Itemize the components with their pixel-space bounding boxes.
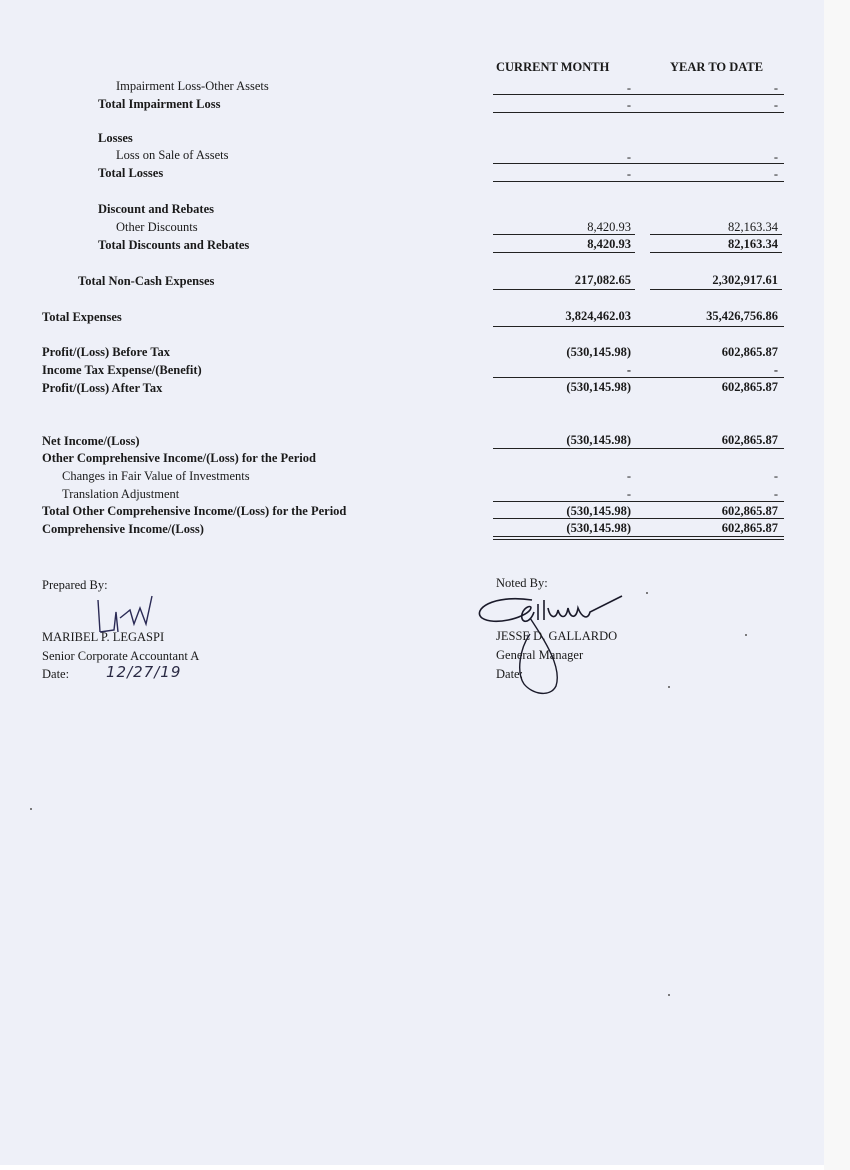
scan-speck <box>668 994 670 996</box>
noter-title: General Manager <box>496 648 584 662</box>
double-underline-bottom <box>493 539 784 540</box>
value-cm-total-impairment: - <box>626 98 631 112</box>
value-ytd-impairment-other: - <box>773 81 778 95</box>
row-label-changes-fair-value: Changes in Fair Value of Investments <box>62 469 250 483</box>
value-cm-net-income: (530,145.98) <box>566 433 631 447</box>
row-label-translation-adj: Translation Adjustment <box>62 487 180 501</box>
underline <box>493 326 784 327</box>
row-label-total-expenses: Total Expenses <box>42 310 122 324</box>
preparer-name: MARIBEL P. LEGASPI <box>42 630 165 644</box>
scan-speck <box>668 686 670 688</box>
value-ytd-profit-before-tax: 602,865.87 <box>721 345 778 359</box>
row-label-total-discounts: Total Discounts and Rebates <box>98 238 250 252</box>
preparer-title: Senior Corporate Accountant A <box>42 649 200 663</box>
prepared-date-handwritten: 12/27/19 <box>106 663 182 681</box>
value-cm-total-discounts: 8,420.93 <box>587 237 631 251</box>
scan-speck <box>646 592 648 594</box>
row-label-total-noncash: Total Non-Cash Expenses <box>78 274 215 288</box>
underline <box>493 448 784 449</box>
value-ytd-total-noncash: 2,302,917.61 <box>712 273 778 287</box>
value-cm-profit-after-tax: (530,145.98) <box>566 380 631 394</box>
underline <box>493 163 784 164</box>
value-cm-total-losses: - <box>626 167 631 181</box>
underline <box>493 377 784 378</box>
underline <box>493 289 635 290</box>
underline <box>493 181 784 182</box>
section-label-oci-period: Other Comprehensive Income/(Loss) for the Period <box>42 451 316 465</box>
value-cm-income-tax: - <box>626 363 631 377</box>
value-ytd-profit-after-tax: 602,865.87 <box>721 380 778 394</box>
row-label-income-tax: Income Tax Expense/(Benefit) <box>42 363 202 377</box>
value-ytd-total-expenses: 35,426,756.86 <box>706 309 778 323</box>
section-label-discount-rebates: Discount and Rebates <box>98 202 214 216</box>
row-label-other-discounts: Other Discounts <box>116 220 198 234</box>
value-ytd-income-tax: - <box>773 363 778 377</box>
double-underline-top <box>493 536 784 537</box>
value-cm-comprehensive-income: (530,145.98) <box>566 521 631 535</box>
value-ytd-total-oci: 602,865.87 <box>721 504 778 518</box>
row-label-comprehensive-income: Comprehensive Income/(Loss) <box>42 522 204 536</box>
scan-edge <box>824 0 850 1170</box>
value-cm-impairment-other: - <box>626 81 631 95</box>
row-label-total-losses: Total Losses <box>98 166 164 180</box>
underline <box>493 501 784 502</box>
underline <box>493 112 784 113</box>
value-ytd-total-impairment: - <box>773 98 778 112</box>
value-ytd-translation-adj: - <box>773 487 778 501</box>
row-label-impairment-other: Impairment Loss-Other Assets <box>116 79 269 93</box>
underline <box>493 518 784 519</box>
value-ytd-loss-sale-assets: - <box>773 150 778 164</box>
noter-name: JESSE D. GALLARDO <box>496 629 618 643</box>
value-ytd-total-discounts: 82,163.34 <box>728 237 778 251</box>
value-cm-other-discounts: 8,420.93 <box>587 220 631 234</box>
underline <box>493 234 635 235</box>
section-label-losses: Losses <box>98 131 133 145</box>
underline <box>493 94 784 95</box>
prepared-by-label: Prepared By: <box>42 578 108 592</box>
underline <box>650 252 782 253</box>
underline <box>493 252 635 253</box>
row-label-profit-before-tax: Profit/(Loss) Before Tax <box>42 345 171 359</box>
value-ytd-changes-fair-value: - <box>773 469 778 483</box>
underline <box>650 289 782 290</box>
value-cm-total-expenses: 3,824,462.03 <box>565 309 631 323</box>
noted-by-label: Noted By: <box>496 576 548 590</box>
row-label-loss-sale-assets: Loss on Sale of Assets <box>116 148 229 162</box>
noted-date-label: Date: <box>496 667 524 681</box>
row-label-total-impairment: Total Impairment Loss <box>98 97 221 111</box>
row-label-total-oci: Total Other Comprehensive Income/(Loss) for the Period <box>42 504 347 518</box>
scan-speck <box>745 634 747 636</box>
scan-speck <box>30 808 32 810</box>
value-cm-profit-before-tax: (530,145.98) <box>566 345 631 359</box>
row-label-profit-after-tax: Profit/(Loss) After Tax <box>42 381 163 395</box>
value-cm-loss-sale-assets: - <box>626 150 631 164</box>
value-ytd-other-discounts: 82,163.34 <box>728 220 778 234</box>
row-label-net-income: Net Income/(Loss) <box>42 434 140 448</box>
header-current-month: CURRENT MONTH <box>496 60 610 74</box>
value-ytd-net-income: 602,865.87 <box>721 433 778 447</box>
value-cm-translation-adj: - <box>626 487 631 501</box>
value-cm-changes-fair-value: - <box>626 469 631 483</box>
prepared-date-label: Date: <box>42 667 70 681</box>
value-ytd-comprehensive-income: 602,865.87 <box>721 521 778 535</box>
value-ytd-total-losses: - <box>773 167 778 181</box>
header-year-to-date: YEAR TO DATE <box>670 60 764 74</box>
underline <box>650 234 782 235</box>
value-cm-total-noncash: 217,082.65 <box>574 273 631 287</box>
value-cm-total-oci: (530,145.98) <box>566 504 631 518</box>
